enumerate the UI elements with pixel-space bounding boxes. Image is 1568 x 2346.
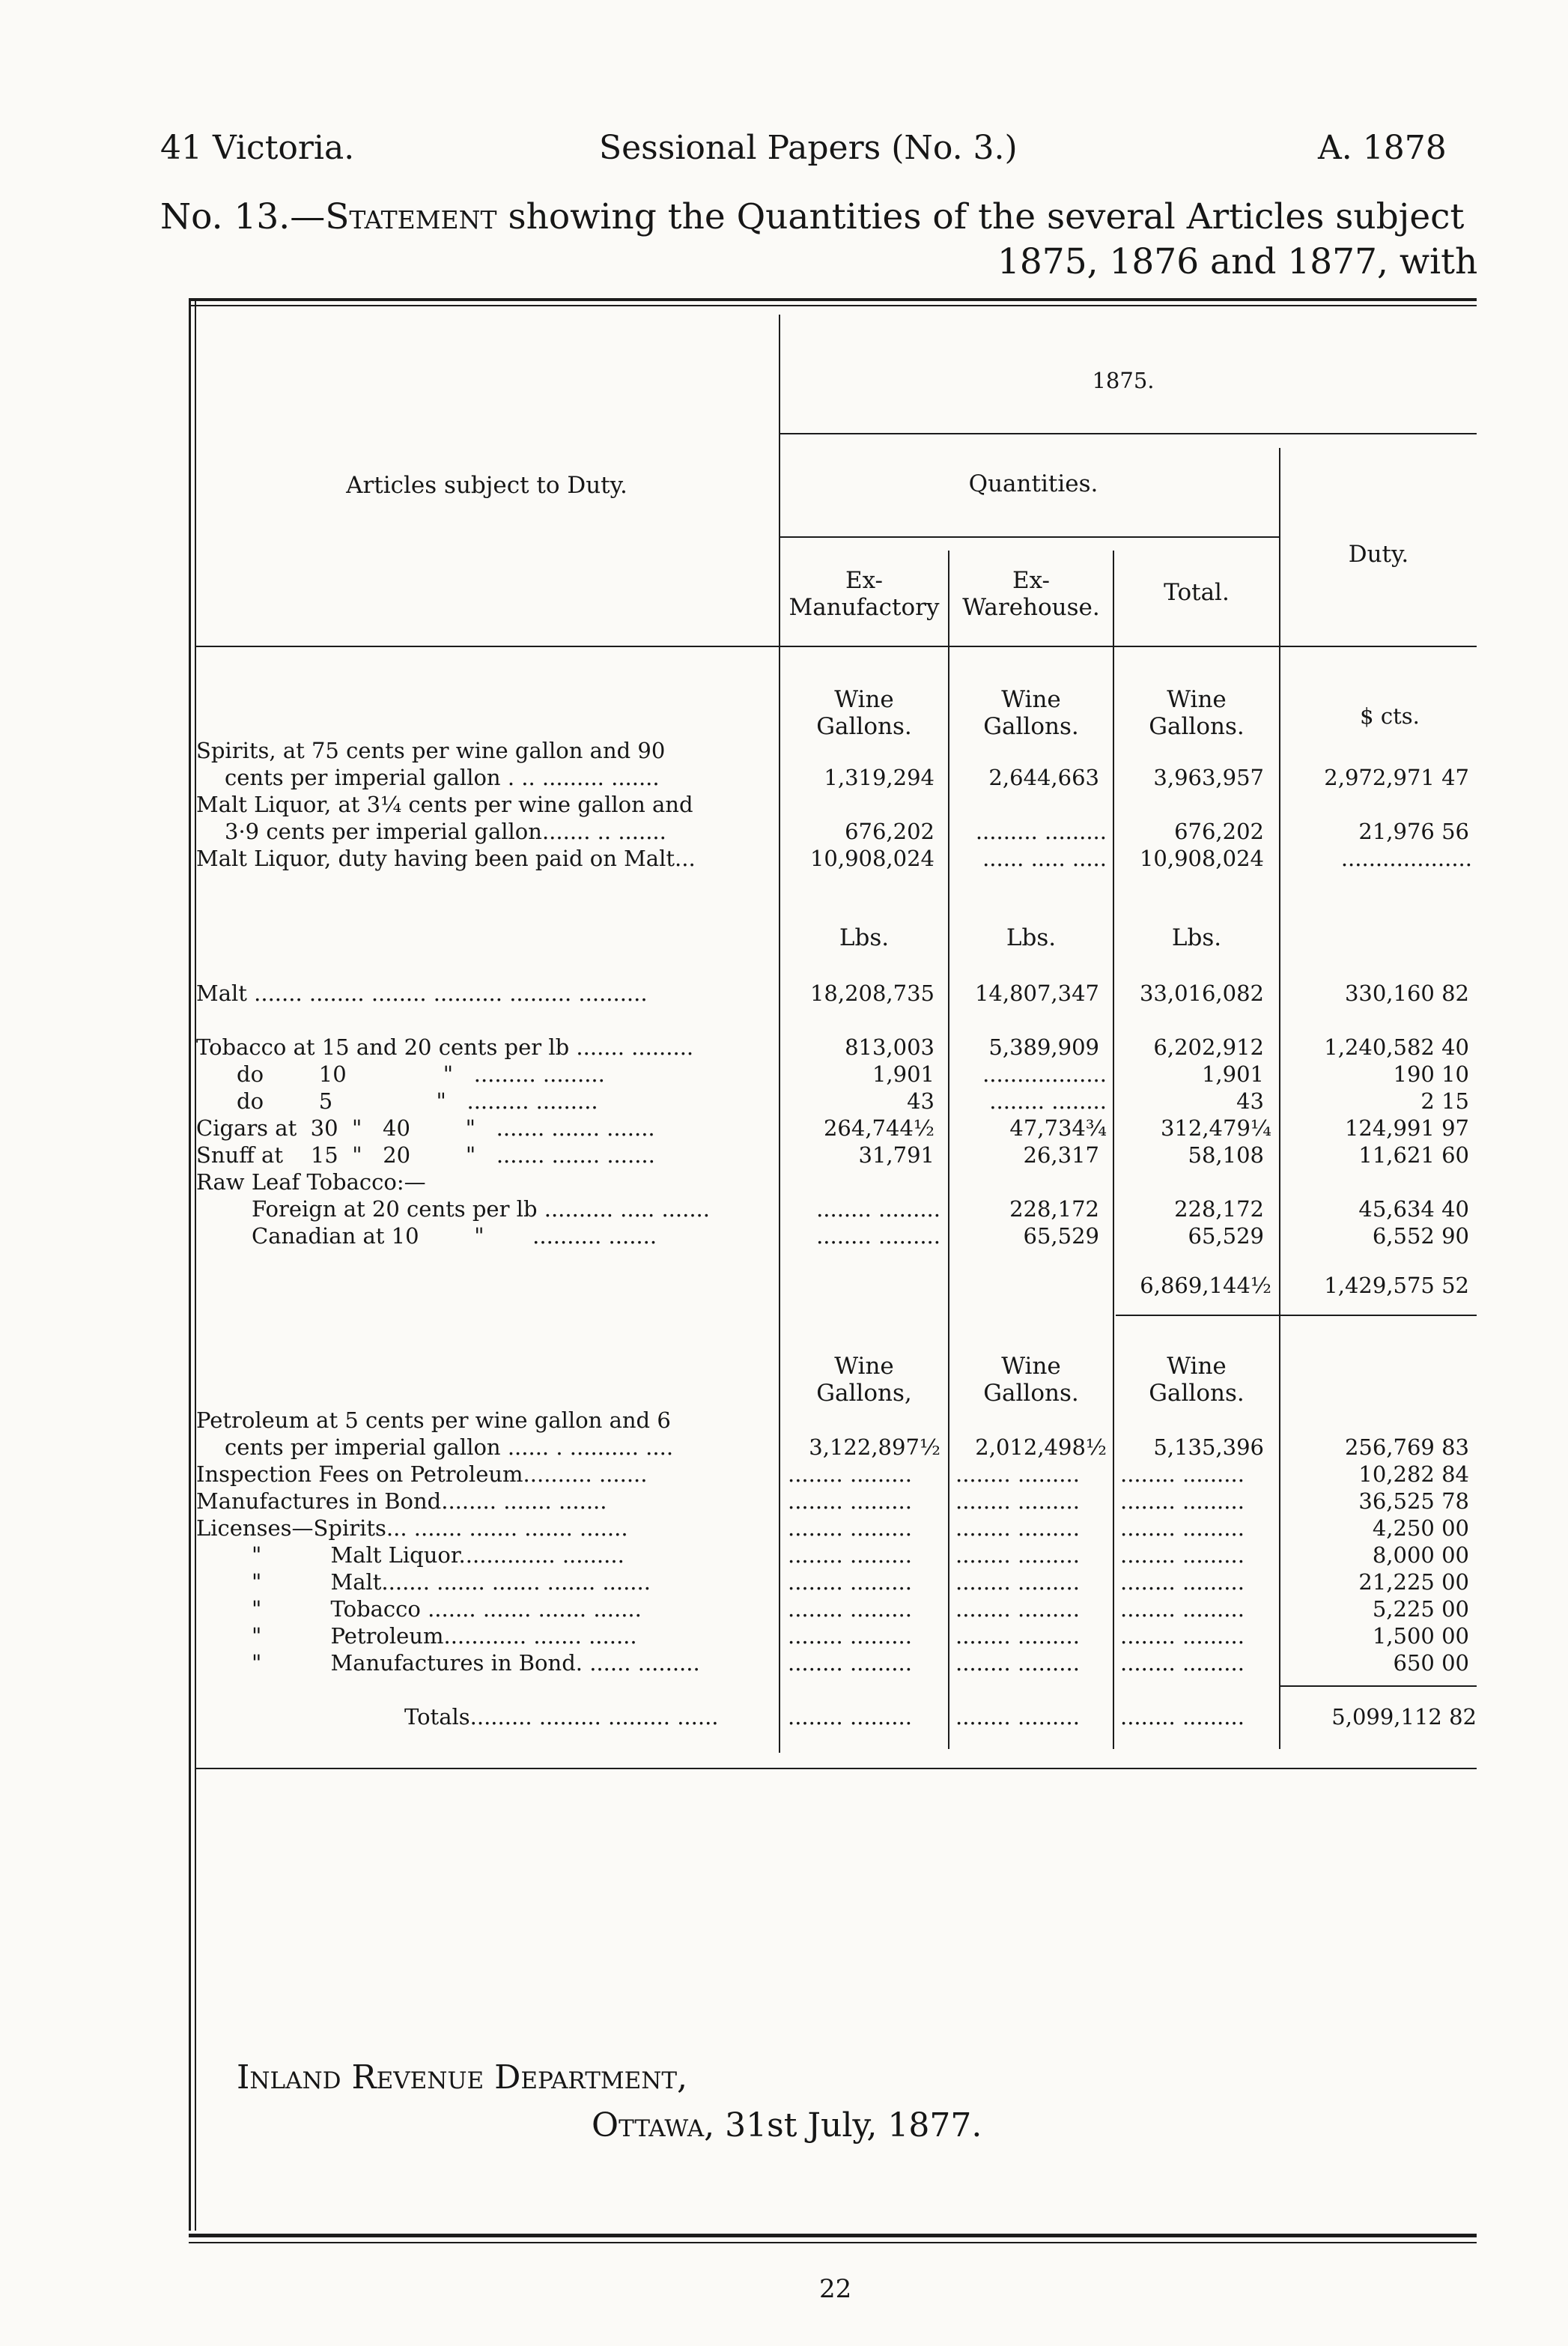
row-tobacco-1-total: 6,202,912 (1153, 1034, 1264, 1060)
row-malt-exm: 18,208,735 (809, 980, 935, 1006)
row-tobacco-2-exw: .................. (982, 1061, 1107, 1087)
row-tobacco-1-exw: 5,389,909 (988, 1034, 1099, 1060)
row-petroleum-total: 5,135,396 (1153, 1434, 1264, 1460)
row-lic-tobacco-exw: ........ ......... (955, 1596, 1080, 1622)
row-totals-label: Totals......... ......... ......... ...... (404, 1704, 719, 1730)
row-cigars-exw: 47,734¾ (1009, 1115, 1107, 1141)
row-totals-exw: ........ ......... (955, 1704, 1080, 1730)
row-tobacco-1-exm: 813,003 (845, 1034, 935, 1060)
row-malt-exw: 14,807,347 (974, 980, 1099, 1006)
row-petroleum-label-1: Petroleum at 5 cents per wine gallon and 6 (196, 1407, 671, 1433)
page-bottom-rule-2 (189, 2242, 1477, 2243)
row-mib-exm: ........ ......... (788, 1488, 912, 1514)
row-inspection-exm: ........ ......... (788, 1461, 912, 1487)
row-cigars-exm: 264,744½ (823, 1115, 935, 1141)
row-lic-mib-label: " Manufactures in Bond. ...... ......... (252, 1650, 700, 1676)
row-canadian-exw: 65,529 (1023, 1223, 1099, 1249)
row-tobacco-3-duty: 2 15 (1420, 1088, 1469, 1114)
row-spirits-label-1: Spirits, at 75 cents per wine gallon and 90 (196, 738, 666, 763)
row-mib-exw: ........ ......... (955, 1488, 1080, 1514)
row-spirits-duty: 2,972,971 47 (1324, 765, 1469, 790)
tobacco-subtotal-duty: 1,429,575 52 (1324, 1273, 1469, 1298)
header-bottom-rule (196, 646, 1477, 647)
title-statement: Statement (325, 196, 497, 237)
row-lic-malt-exm: ........ ......... (788, 1569, 912, 1595)
unit-exm-2: Gallons. (816, 713, 912, 740)
row-malt-liquor-label-2: 3·9 cents per imperial gallon....... .. ....... (225, 819, 666, 844)
year-header: 1875. (1092, 368, 1155, 393)
unit-pet-exw-2: Gallons. (983, 1380, 1079, 1407)
row-lic-mib-exw: ........ ......... (955, 1650, 1080, 1676)
row-malt-liquor-exw: ......... ......... (975, 819, 1107, 844)
year-rule (779, 433, 1477, 434)
unit-lbs-exw: Lbs. (1006, 924, 1057, 951)
row-tobacco-1-label: Tobacco at 15 and 20 cents per lb ....... ......... (196, 1034, 694, 1060)
row-petroleum-exw: 2,012,498½ (975, 1434, 1107, 1460)
row-lic-spirits-exw: ........ ......... (955, 1515, 1080, 1541)
row-lic-petroleum-exm: ........ ......... (788, 1623, 912, 1649)
row-tobacco-3-exw: ........ ........ (989, 1088, 1107, 1114)
unit-lbs-exm: Lbs. (839, 924, 890, 951)
ex-manufactory-header-2: Manufactory (788, 594, 940, 621)
row-tobacco-1-duty: 1,240,582 40 (1324, 1034, 1469, 1060)
row-canadian-exm: ........ ......... (816, 1223, 941, 1249)
row-lic-malt-total: ........ ......... (1120, 1569, 1245, 1595)
row-lic-mib-duty: 650 00 (1393, 1650, 1469, 1676)
total-header: Total. (1164, 579, 1230, 606)
page-number: 22 (819, 2274, 852, 2304)
ex-warehouse-header-1: Ex- (1012, 567, 1051, 594)
row-tobacco-3-exm: 43 (907, 1088, 935, 1114)
row-inspection-total: ........ ......... (1120, 1461, 1245, 1487)
row-cigars-label: Cigars at 30 " 40 " ....... ....... ....... (196, 1115, 655, 1141)
row-snuff-exw: 26,317 (1023, 1142, 1099, 1168)
quantities-header: Quantities. (968, 470, 1098, 497)
row-raw-leaf-label: Raw Leaf Tobacco:— (196, 1169, 426, 1195)
row-cigars-duty: 124,991 97 (1344, 1115, 1469, 1141)
row-lic-mib-total: ........ ......... (1120, 1650, 1245, 1676)
row-lic-petroleum-label: " Petroleum............ ....... ....... (252, 1623, 637, 1649)
unit-pet-exm-1: Wine (834, 1353, 894, 1380)
unit-pet-exw-1: Wine (1001, 1353, 1061, 1380)
row-lic-maltliq-exm: ........ ......... (788, 1542, 912, 1568)
unit-pet-total-1: Wine (1167, 1353, 1227, 1380)
page-bottom-rule (189, 2234, 1477, 2237)
statement-title (160, 196, 1464, 237)
row-lic-malt-label: " Malt....... ....... ....... ....... ....... (252, 1569, 651, 1595)
row-mib-duty: 36,525 78 (1358, 1488, 1469, 1514)
signature-department: Inland Revenue Department, (237, 2058, 688, 2097)
row-lic-maltliq-label: " Malt Liquor.............. ......... (252, 1542, 625, 1568)
header-right: A. 1878 (1318, 129, 1447, 167)
table-top-rule (189, 298, 1477, 301)
table-bottom-rule (196, 1768, 1477, 1769)
row-totals-exm: ........ ......... (788, 1704, 912, 1730)
row-lic-maltliq-duty: 8,000 00 (1372, 1542, 1469, 1568)
unit-pet-total-2: Gallons. (1149, 1380, 1245, 1407)
row-canadian-duty: 6,552 90 (1372, 1223, 1469, 1249)
ex-warehouse-header-2: Warehouse. (962, 594, 1100, 621)
row-snuff-label: Snuff at 15 " 20 " ....... ....... ....... (196, 1142, 655, 1168)
header-left: 41 Victoria. (160, 129, 355, 167)
row-malt-liquor-label-1: Malt Liquor, at 3¼ cents per wine gallon and (196, 792, 693, 817)
row-mib-total: ........ ......... (1120, 1488, 1245, 1514)
title-rest: showing the Quantities of the several Articles subject (496, 196, 1465, 237)
row-inspection-duty: 10,282 84 (1358, 1461, 1469, 1487)
row-malt-liquor-exm: 676,202 (845, 819, 935, 844)
row-petroleum-label-2: cents per imperial gallon ...... . .......... .... (225, 1434, 674, 1460)
row-malt-paid-exm: 10,908,024 (809, 846, 935, 871)
unit-total-2: Gallons. (1149, 713, 1245, 740)
row-lic-petroleum-total: ........ ......... (1120, 1623, 1245, 1649)
row-lic-spirits-duty: 4,250 00 (1372, 1515, 1469, 1541)
row-canadian-label: Canadian at 10 " .......... ....... (252, 1223, 657, 1249)
row-malt-paid-label: Malt Liquor, duty having been paid on Malt... (196, 846, 696, 871)
row-lic-malt-exw: ........ ......... (955, 1569, 1080, 1595)
signature-place: Ottawa, (592, 2106, 715, 2145)
row-foreign-label: Foreign at 20 cents per lb .......... ..... ....... (252, 1196, 710, 1222)
row-malt-label: Malt ....... ........ ........ .......... ......... .......... (196, 980, 648, 1006)
unit-exw-2: Gallons. (983, 713, 1079, 740)
totals-rule (1280, 1685, 1477, 1687)
row-inspection-label: Inspection Fees on Petroleum.......... ....... (196, 1461, 648, 1487)
row-lic-tobacco-duty: 5,225 00 (1372, 1596, 1469, 1622)
unit-pet-exm-2: Gallons, (816, 1380, 912, 1407)
row-malt-duty: 330,160 82 (1344, 980, 1469, 1006)
row-lic-spirits-label: Licenses—Spirits... ....... ....... ....... ....... (196, 1515, 628, 1541)
row-foreign-exw: 228,172 (1009, 1196, 1099, 1222)
row-lic-petroleum-exw: ........ ......... (955, 1623, 1080, 1649)
row-petroleum-duty: 256,769 83 (1344, 1434, 1469, 1460)
row-lic-tobacco-label: " Tobacco ....... ....... ....... ....... (252, 1596, 642, 1622)
row-lic-tobacco-total: ........ ......... (1120, 1596, 1245, 1622)
row-foreign-total: 228,172 (1174, 1196, 1264, 1222)
row-mib-label: Manufactures in Bond........ ....... ....... (196, 1488, 607, 1514)
unit-exm-1: Wine (834, 686, 894, 713)
row-lic-petroleum-duty: 1,500 00 (1372, 1623, 1469, 1649)
row-foreign-duty: 45,634 40 (1358, 1196, 1469, 1222)
row-tobacco-3-label: do 5 " ......... ......... (237, 1088, 598, 1114)
tobacco-subtotal-total: 6,869,144½ (1140, 1273, 1271, 1298)
row-spirits-exm: 1,319,294 (824, 765, 935, 790)
row-canadian-total: 65,529 (1188, 1223, 1264, 1249)
row-malt-liquor-duty: 21,976 56 (1358, 819, 1469, 844)
row-spirits-total: 3,963,957 (1153, 765, 1264, 790)
unit-lbs-total: Lbs. (1171, 924, 1222, 951)
left-border-2 (195, 298, 196, 2231)
row-tobacco-2-duty: 190 10 (1393, 1061, 1469, 1087)
quantities-rule (779, 536, 1279, 538)
row-malt-paid-duty: ................... (1340, 846, 1472, 871)
row-snuff-exm: 31,791 (858, 1142, 935, 1168)
row-spirits-exw: 2,644,663 (988, 765, 1099, 790)
row-foreign-exm: ........ ......... (816, 1196, 941, 1222)
header-center: Sessional Papers (No. 3.) (599, 129, 1018, 167)
row-tobacco-3-total: 43 (1236, 1088, 1264, 1114)
row-cigars-total: 312,479¼ (1160, 1115, 1271, 1141)
row-lic-spirits-exm: ........ ......... (788, 1515, 912, 1541)
duty-header: Duty. (1348, 541, 1409, 568)
signature-date: 31st July, 1877. (714, 2106, 982, 2145)
tob-subtotal-rule (1116, 1315, 1477, 1316)
row-malt-paid-total: 10,908,024 (1139, 846, 1264, 871)
unit-total-1: Wine (1167, 686, 1227, 713)
row-lic-maltliq-exw: ........ ......... (955, 1542, 1080, 1568)
articles-header: Articles subject to Duty. (346, 472, 627, 499)
row-tobacco-2-exm: 1,901 (872, 1061, 935, 1087)
row-tobacco-2-label: do 10 " ......... ......... (237, 1061, 605, 1087)
row-malt-paid-exw: ...... ..... ..... (982, 846, 1107, 871)
row-lic-tobacco-exm: ........ ......... (788, 1596, 912, 1622)
row-lic-malt-duty: 21,225 00 (1358, 1569, 1469, 1595)
row-lic-mib-exm: ........ ......... (788, 1650, 912, 1676)
title-years: 1875, 1876 and 1877, with (997, 241, 1478, 282)
table-top-rule-2 (189, 305, 1477, 306)
row-malt-liquor-total: 676,202 (1174, 819, 1264, 844)
row-lic-maltliq-total: ........ ......... (1120, 1542, 1245, 1568)
row-lic-spirits-total: ........ ......... (1120, 1515, 1245, 1541)
row-petroleum-exm: 3,122,897½ (809, 1434, 941, 1460)
row-snuff-duty: 11,621 60 (1358, 1142, 1469, 1168)
row-tobacco-2-total: 1,901 (1201, 1061, 1264, 1087)
row-spirits-label-2: cents per imperial gallon . .. ......... ....... (225, 765, 660, 790)
unit-duty: $ cts. (1360, 703, 1420, 729)
row-inspection-exw: ........ ......... (955, 1461, 1080, 1487)
row-totals-total: ........ ......... (1120, 1704, 1245, 1730)
unit-exw-1: Wine (1001, 686, 1061, 713)
row-malt-total: 33,016,082 (1139, 980, 1264, 1006)
signature-place-date (592, 2106, 982, 2145)
title-prefix: No. 13.— (160, 196, 326, 237)
row-totals-duty: 5,099,112 82 (1331, 1704, 1477, 1730)
row-snuff-total: 58,108 (1188, 1142, 1264, 1168)
ex-manufactory-header-1: Ex- (845, 567, 884, 594)
left-border (189, 298, 191, 2231)
